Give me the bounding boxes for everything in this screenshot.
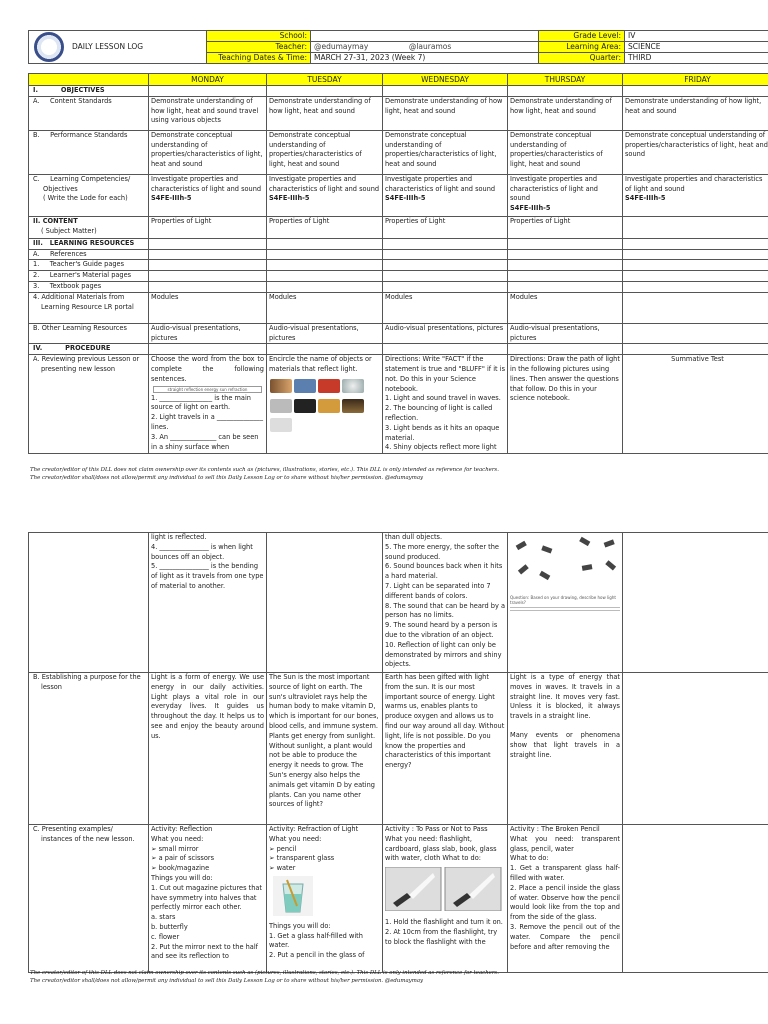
quarter-value: THIRD	[625, 53, 768, 64]
review-mon-item-2: 2. Light travels in a ______________ lines.	[151, 413, 263, 431]
reviewing-row-continued	[29, 533, 768, 673]
modules-mon: Modules	[149, 292, 267, 323]
content-standard-fri: Demonstrate understanding of how light, heat and sound	[623, 96, 768, 130]
footer-line-1: The creator/editor of this DLL does not claim ownership over its contents such as (pictures, illustrations, stories, etc.). This DLL is only intended as reference for teachers.	[30, 970, 499, 976]
content-standards-row	[29, 96, 768, 130]
content-standard-tue: Demonstrate understanding of how light, heat and sound	[267, 96, 383, 130]
resources-label: III. LEARNING RESOURCES	[29, 238, 149, 249]
flashlight-activity-icon	[385, 867, 503, 911]
competency-code: S4FE-IIIh-5	[625, 194, 666, 203]
presenting-wed-steps: 1. Hold the flashlight and turn it on. 2. At 10cm from the flashlight, try to block the flashlight with the	[385, 917, 503, 946]
competency-text: Investigate properties and characteristics of light and sound	[269, 174, 380, 193]
purpose-row	[29, 673, 768, 825]
presenting-tue-needs: Activity: Refraction of Light What you need: ➢ pencil ➢ transparent glass ➢ water	[269, 825, 359, 873]
competency-thu	[508, 174, 623, 216]
performance-standard-wed: Demonstrate conceptual understanding of properties/characteristics of light, heat and sound	[383, 130, 508, 174]
competency-code: S4FE-IIIh-5	[385, 194, 426, 203]
additional-materials-row	[29, 292, 768, 323]
object-picture-icon	[318, 379, 340, 393]
day-header-friday: FRIDAY	[623, 74, 768, 86]
presenting-tue	[267, 825, 383, 973]
content-sub-label: ( Subject Matter)	[41, 226, 97, 235]
subject-fri	[623, 216, 768, 238]
purpose-mon: Light is a form of energy. We use energy in our daily activities. Light plays a vital role in our everyday lives. It guides us throughout the day. It helps us to see and enjoy the beauty around us.	[149, 673, 267, 825]
header-table	[28, 30, 768, 64]
object-picture-icon	[294, 399, 316, 413]
modules-wed: Modules	[383, 292, 508, 323]
footer-page-2	[30, 969, 768, 985]
presenting-thu-text: Activity : The Broken Pencil What you need: transparent glass, pencil, water What to do: 1. Get a transparent glass half-filled with water. 2. Place a pencil inside the glass of water. Observe how the pencil would look like from the top and from the side of the glass. 3. Remove the pencil out of the water. Compare the pencil before and after removing the	[510, 825, 620, 951]
review-mon	[149, 355, 267, 454]
lesson-log-page-2	[28, 532, 768, 973]
content-label-text: II. CONTENT	[33, 216, 78, 225]
content-label	[29, 216, 149, 238]
competency-code: S4FE-IIIh-5	[510, 204, 551, 213]
purpose-thu	[508, 673, 623, 825]
day-header-monday: MONDAY	[149, 74, 267, 86]
competency-code: S4FE-IIIh-5	[151, 194, 192, 203]
subject-thu: Properties of Light	[508, 216, 623, 238]
reviewing-label: A. Reviewing previous Lesson or presenting new lesson	[29, 355, 149, 454]
presenting-tue-steps: Things you will do: 1. Get a glass half-filled with water. 2. Put a pencil in the glass of	[269, 921, 365, 960]
objectives-row	[29, 86, 768, 97]
grade-value: IV	[625, 31, 768, 42]
textbook-label: 3. Textbook pages	[29, 281, 149, 292]
object-picture-icon	[270, 418, 292, 432]
presenting-mon	[149, 825, 267, 973]
content-standards-label: A. Content Standards	[29, 96, 149, 130]
procedure-label: IV. PROCEDURE	[29, 344, 149, 355]
tg-row	[29, 260, 768, 271]
presenting-wed	[383, 825, 508, 973]
competencies-label: C. Learning Competencies/ Objectives ( Write the Lode for each)	[29, 174, 149, 216]
glass-pencil-icon	[273, 876, 313, 916]
content-standard-thu: Demonstrate understanding of how light, heat and sound	[508, 96, 623, 130]
quarter-label: Quarter:	[539, 53, 625, 64]
competency-mon	[149, 174, 267, 216]
footer-line-2: The creator/editor shall/does not allow/permit any individual to sell this Daily Lesson Log or to share without his/her permission. @edumaymay	[30, 475, 424, 481]
review-wed-text: Directions: Write "FACT" if the statement is true and "BLUFF" if it is not. Do this in your Science notebook. 1. Light and sound travel in waves. 2. The bouncing of light is called reflection. 3. Light bends as it hits an opaque material. 4. Shiny objects reflect more light	[385, 355, 505, 452]
performance-standard-thu: Demonstrate conceptual understanding of properties/characteristics of light, heat and sound	[508, 130, 623, 174]
review-tue-text: Encircle the name of objects or materials that reflect light.	[269, 355, 372, 373]
subject-mon: Properties of Light	[149, 216, 267, 238]
competency-code: S4FE-IIIh-5	[269, 194, 310, 203]
reflect-objects-pictures	[269, 378, 380, 437]
deped-seal-icon	[34, 32, 64, 62]
review-mon-item-1: 1. ________________ is the main source of light on earth.	[151, 393, 251, 412]
textbook-row	[29, 281, 768, 292]
object-picture-icon	[270, 379, 292, 393]
content-standard-mon: Demonstrate understanding of how light, heat and sound travel using various objects	[149, 96, 267, 130]
other-label: B. Other Learning Resources	[29, 323, 149, 344]
purpose-thu-paragraph-2: Many events or phenomena show that light travels in a straight line.	[510, 730, 620, 759]
dll-title: DAILY LESSON LOG	[72, 42, 144, 51]
competency-wed	[383, 174, 508, 216]
presenting-thu	[508, 825, 623, 973]
review-wed	[383, 355, 508, 454]
competency-tue	[267, 174, 383, 216]
modules-thu: Modules	[508, 292, 623, 323]
school-value	[311, 31, 539, 42]
competency-text: Investigate properties and characteristics of light and sound	[625, 174, 763, 193]
procedure-row	[29, 344, 768, 355]
days-row	[29, 74, 768, 86]
footer-line-2: The creator/editor shall/does not allow/permit any individual to sell this Daily Lesson Log or to share without his/her permission. @edumaymay	[30, 978, 424, 984]
title-cell	[29, 31, 207, 64]
lm-row	[29, 271, 768, 282]
purpose-label: B. Establishing a purpose for the lesson	[29, 673, 149, 825]
purpose-thu-paragraph-1: Light is a type of energy that moves in waves. It travels in a straight line. It moves very fast. Unless it is blocked, it always travels in a straight line.	[510, 673, 620, 721]
object-picture-icon	[294, 379, 316, 393]
av-thu: Audio-visual presentations, pictures	[508, 323, 623, 344]
lesson-log-page-1	[28, 30, 768, 454]
competency-text: Investigate properties and characteristics of light and sound	[385, 174, 496, 193]
review-thu-continued	[508, 533, 623, 673]
dates-value: MARCH 27-31, 2023 (Week 7)	[311, 53, 539, 64]
lesson-table-continued	[28, 532, 768, 973]
av-mon: Audio-visual presentations, pictures	[149, 323, 267, 344]
area-label: Learning Area:	[539, 42, 625, 53]
presenting-label: C. Presenting examples/ instances of the new lesson.	[29, 825, 149, 973]
day-header-tuesday: TUESDAY	[267, 74, 383, 86]
footer-page-1	[30, 466, 768, 482]
references-label: A. References	[29, 249, 149, 260]
object-picture-icon	[342, 399, 364, 413]
performance-standards-label: B. Performance Standards	[29, 130, 149, 174]
reviewing-row	[29, 355, 768, 454]
presenting-mon-text: Activity: Reflection What you need: ➢ small mirror ➢ a pair of scissors ➢ book/magazine Things you will do: 1. Cut out magazine pictures that have symmetry into halves that perfectly mirror each other. a. stars b. butterfly c. flower 2. Put the mirror next to the half and see its reflection to	[151, 825, 263, 961]
object-picture-icon	[342, 379, 364, 393]
competencies-row	[29, 174, 768, 216]
purpose-tue: The Sun is the most important source of light on earth. The sun's ultraviolet rays help the human body to make vitamin D, which is important for our bones, blood cells, and immune system. Plants get energy from sunlight. Without sunlight, a plant would not be able to produce the energy it needs to grow. The Sun's energy also helps the animals get vitamin D by eating plants. Can you name other sources of light?	[267, 673, 383, 825]
flashlight-path-drawings	[510, 533, 620, 591]
performance-standard-tue: Demonstrate conceptual understanding of properties/characteristics of light, heat and sound	[267, 130, 383, 174]
presenting-row	[29, 825, 768, 973]
av-tue: Audio-visual presentations, pictures	[267, 323, 383, 344]
teacher-value: @edumaymay @lauramos	[311, 42, 539, 53]
subject-wed: Properties of Light	[383, 216, 508, 238]
review-thu: Directions: Draw the path of light in the following pictures using lines. Then answer the questions that follow. Do this in your science notebook.	[508, 355, 623, 454]
word-box: straight reflection energy sun refraction	[153, 386, 262, 393]
performance-standard-fri: Demonstrate conceptual understanding of properties/characteristics of light, heat and sound	[623, 130, 768, 174]
dates-label: Teaching Dates & Time:	[207, 53, 311, 64]
review-fri: Summative Test	[623, 355, 768, 454]
references-row	[29, 249, 768, 260]
objectives-label: I. OBJECTIVES	[29, 86, 149, 97]
content-standard-wed: Demonstrate understanding of how light, heat and sound	[383, 96, 508, 130]
tg-label: 1. Teacher's Guide pages	[29, 260, 149, 271]
teacher-label: Teacher:	[207, 42, 311, 53]
review-wed-continued: than dull objects. 5. The more energy, the softer the sound produced. 6. Sound bounces back when it hits a hard material. 7. Light can be separated into 7 different bands of colors. 8. The sound that can be heard by a person has no limits. 9. The sound heard by a person is due to the vibration of an object. 10. Reflection of light can only be demonstrated by mirrors and shiny objects.	[383, 533, 508, 673]
modules-tue: Modules	[267, 292, 383, 323]
presenting-wed-needs: Activity : To Pass or Not to Pass What you need: flashlight, cardboard, glass slab, book, glass with water, cloth What to do:	[385, 825, 497, 863]
review-mon-continued: light is reflected. 4. _______________ is when light bounces off an object. 5. _______________ is the bending of light as it travels from one type of material to another.	[149, 533, 267, 673]
performance-standard-mon: Demonstrate conceptual understanding of properties/characteristics of light, heat and sound	[149, 130, 267, 174]
review-tue	[267, 355, 383, 454]
grade-label: Grade Level:	[539, 31, 625, 42]
resources-row	[29, 238, 768, 249]
object-picture-icon	[318, 399, 340, 413]
review-mon-item-3: 3. An ______________ can be seen in a shiny surface when	[151, 432, 259, 451]
subject-tue: Properties of Light	[267, 216, 383, 238]
additional-label: 4. Additional Materials from Learning Resource LR portal	[29, 292, 149, 323]
content-row	[29, 216, 768, 238]
school-label: School:	[207, 31, 311, 42]
competency-text: Investigate properties and characteristics of light and sound	[151, 174, 262, 193]
lm-label: 2. Learner's Material pages	[29, 271, 149, 282]
purpose-wed: Earth has been gifted with light from the sun. It is our most important source of energy. Light warms us, enables plants to produce oxygen and allows us to find our way around all day. Without light, life is not possible. Do you know the properties and characteristics of this important energy?	[383, 673, 508, 825]
corner-cell	[29, 74, 149, 86]
other-resources-row	[29, 323, 768, 344]
review-mon-intro: Choose the word from the box to complete the following sentences.	[151, 355, 264, 383]
av-wed: Audio-visual presentations, pictures	[383, 323, 508, 344]
competency-text: Investigate properties and characteristics of light and sound	[510, 174, 598, 203]
performance-standards-row	[29, 130, 768, 174]
thu-question: Question: Based on your drawing, describe how light travels?	[510, 594, 616, 605]
footer-line-1: The creator/editor of this DLL does not claim ownership over its contents such as (pictures, illustrations, stories, etc.). This DLL is only intended as reference for teachers.	[30, 467, 499, 473]
object-picture-icon	[270, 399, 292, 413]
area-value: SCIENCE	[625, 42, 768, 53]
day-header-wednesday: WEDNESDAY	[383, 74, 508, 86]
lesson-table	[28, 73, 768, 454]
competency-fri	[623, 174, 768, 216]
day-header-thursday: THURSDAY	[508, 74, 623, 86]
